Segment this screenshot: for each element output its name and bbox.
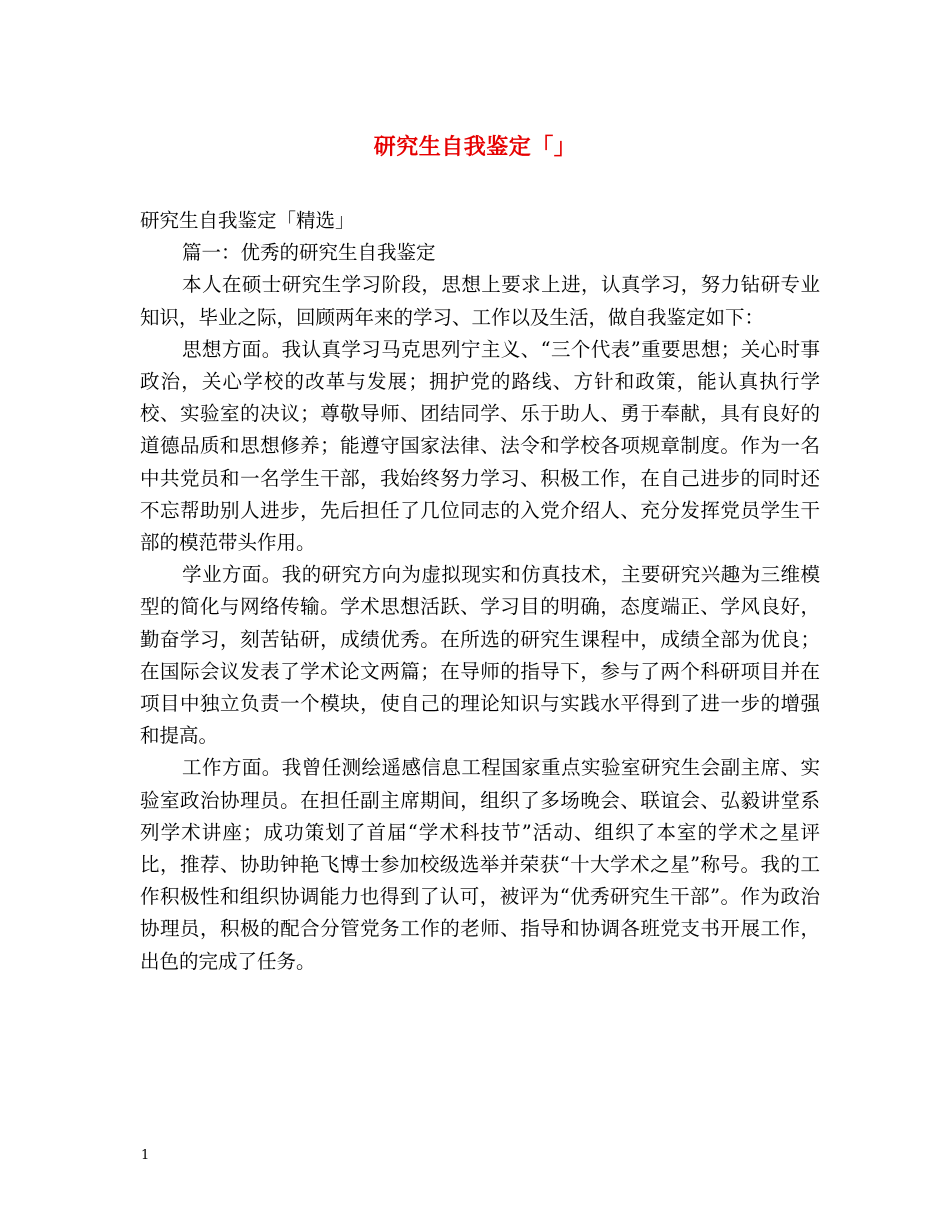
- document-body: [140, 205, 820, 978]
- paragraph-intro: 本人在硕士研究生学习阶段，思想上要求上进，认真学习，努力钻研专业知识，毕业之际，回顾两年来的学习、工作以及生活，做自我鉴定如下：: [140, 273, 820, 329]
- section-heading: 篇一：优秀的研究生自我鉴定: [182, 241, 436, 265]
- document-title: 研究生自我鉴定「」: [373, 134, 577, 160]
- paragraph-ideology: 思想方面。我认真学习马克思列宁主义、“三个代表”重要思想；关心时事政治，关心学校的改革与发展；拥护党的路线、方针和政策，能认真执行学校、实验室的决议；尊敬导师、团结同学、乐于助人、勇于奉献，具有良好的道德品质和思想修养；能遵守国家法律、法令和学校各项规章制度。作为一名中共党员和一名学生干部，我始终努力学习、积极工作，在自己进步的同时还不忘帮助别人进步，先后担任了几位同志的入党介绍人、充分发挥党员学生干部的模范带头作用。: [140, 337, 820, 555]
- document-subtitle: 研究生自我鉴定「精选」: [140, 209, 355, 232]
- paragraph-work: 工作方面。我曾任测绘遥感信息工程国家重点实验室研究生会副主席、实验室政治协理员。在担任副主席期间，组织了多场晚会、联谊会、弘毅讲堂系列学术讲座；成功策划了首届“学术科技节”活动、组织了本室的学术之星评比，推荐、协助钟艳飞博士参加校级选举并荣获“十大学术之星”称号。我的工作积极性和组织协调能力也得到了认可，被评为“优秀研究生干部”。作为政治协理员，积极的配合分管党务工作的老师、指导和协调各班党支书开展工作，出色的完成了任务。: [140, 756, 820, 973]
- paragraph-academics: 学业方面。我的研究方向为虚拟现实和仿真技术，主要研究兴趣为三维模型的简化与网络传输。学术思想活跃、学习目的明确，态度端正、学风良好，勤奋学习，刻苦钻研，成绩优秀。在所选的研究生课程中，成绩全部为优良；在国际会议发表了学术论文两篇；在导师的指导下，参与了两个科研项目并在项目中独立负责一个模块，使自己的理论知识与实践水平得到了进一步的增强和提高。: [140, 563, 820, 748]
- page-number: 1: [141, 1148, 150, 1163]
